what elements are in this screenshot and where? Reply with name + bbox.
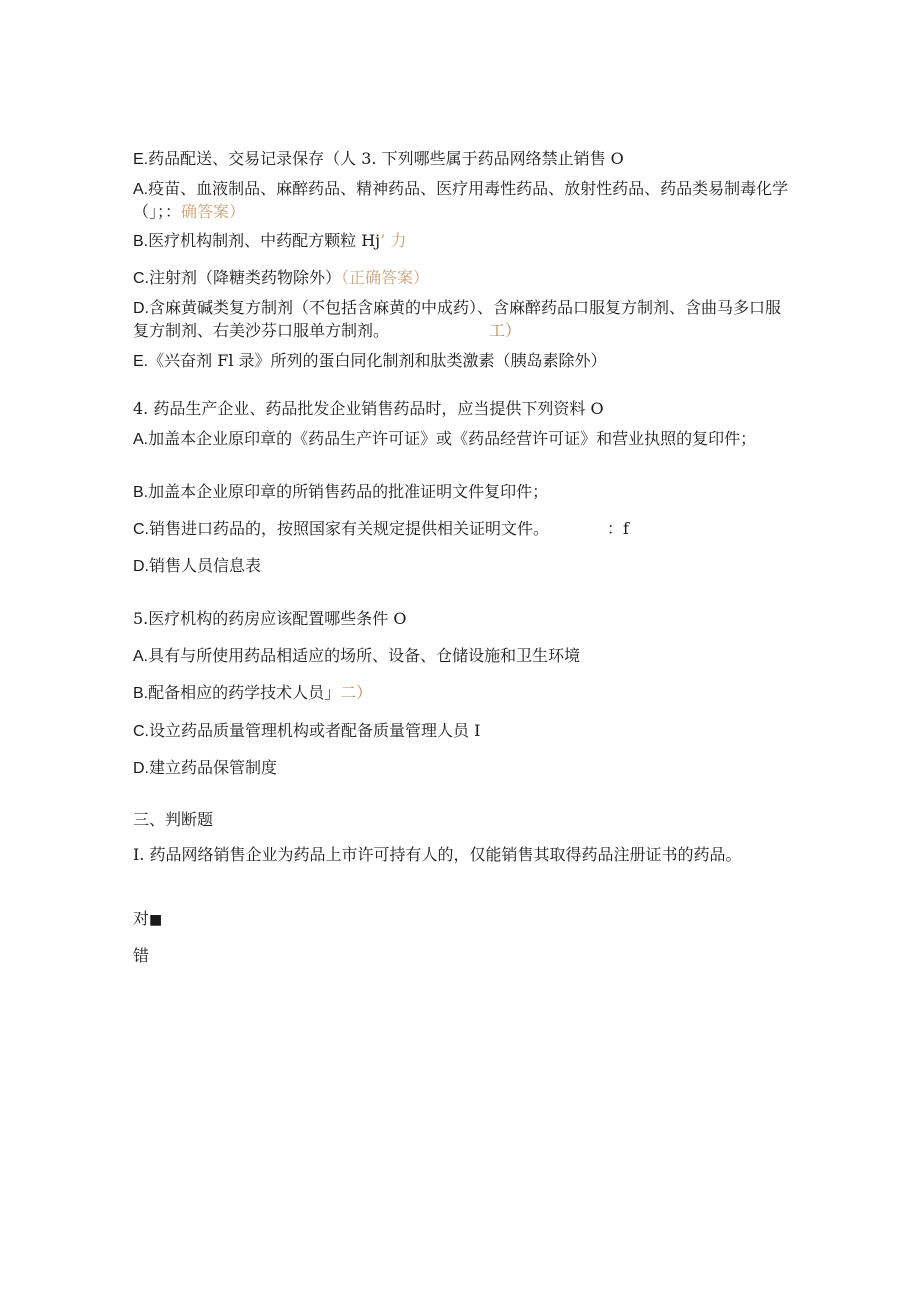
- option-marker: A.: [133, 431, 149, 448]
- judgment-question-1: I. 药品网络销售企业为药品上市许可持有人的，仅能销售其取得药品注册证书的药品。: [133, 845, 742, 864]
- option-true-label: 对: [133, 909, 150, 928]
- option-text: 加盖本企业原印章的《药品生产许可证》或《药品经营许可证》和营业执照的复印件；: [148, 429, 757, 448]
- option-text: 具有与所使用药品相适应的场所、设备、仓储设施和卫生环境: [148, 646, 581, 665]
- option-marker: B.: [133, 484, 149, 501]
- q3-option-e: [133, 350, 793, 373]
- option-false[interactable]: [133, 945, 793, 967]
- option-marker: D.: [133, 300, 149, 317]
- option-marker: C.: [133, 521, 149, 538]
- option-marker: B.: [133, 685, 149, 702]
- q4-option-d: [133, 555, 793, 578]
- option-text: 销售人员信息表: [149, 556, 262, 575]
- q4-title: 4. 药品生产企业、药品批发企业销售药品时，应当提供下列资料 O: [133, 399, 604, 418]
- q4-option-b: [133, 481, 793, 504]
- option-text: 设立药品质量管理机构或者配备质量管理人员 I: [149, 721, 481, 740]
- option-text: 销售进口药品的，按照国家有关规定提供相关证明文件。: [149, 519, 542, 538]
- stray-mark: ：f: [607, 519, 629, 538]
- q2-option-e: [133, 148, 793, 171]
- answer-mark: （正确答案）: [341, 268, 430, 287]
- selected-square-icon: ■: [149, 912, 163, 928]
- option-text: 注射剂（降糖类药物除外）: [149, 268, 342, 287]
- option-text: 含麻黄碱类复方制剂（不包括含麻黄的中成药）、含麻醉药品口服复方制剂、含曲马多口服复方制剂、右美沙芬口服单方制剂。: [133, 298, 782, 340]
- answer-mark: 确答案）: [181, 202, 246, 221]
- option-text: 医疗机构制剂、中药配方颗粒 Hj: [148, 231, 381, 250]
- option-marker: A.: [133, 181, 149, 198]
- option-text: 加盖本企业原印章的所销售药品的批准证明文件复印件；: [148, 482, 549, 501]
- option-marker: E.: [133, 151, 149, 168]
- q5-option-b: [133, 682, 793, 705]
- option-text: 建立药品保管制度: [149, 758, 278, 777]
- q3-option-d: [133, 297, 793, 342]
- option-text: 配备相应的药学技术人员」: [148, 683, 341, 702]
- option-marker: B.: [133, 233, 149, 250]
- q5-title: 5.医疗机构的药房应该配置哪些条件 O: [133, 609, 407, 628]
- section-heading: 三、判断题: [133, 810, 214, 829]
- option-marker: E.: [133, 353, 149, 370]
- option-marker: D.: [133, 760, 149, 777]
- answer-mark: 二）: [340, 683, 373, 702]
- q4-option-a: [133, 428, 793, 451]
- option-text: 《兴奋剂 Fl 录》所列的蛋白同化制剂和肽类激素（胰岛素除外）: [148, 351, 607, 370]
- option-marker: C.: [133, 723, 149, 740]
- answer-mark: ’ 力: [380, 231, 407, 250]
- option-text: 疫苗、血液制品、麻醉药品、精神药品、医疗用毒性药品、放射性药品、药品类易制毒化学（」；：: [133, 179, 789, 221]
- q5-option-d: [133, 757, 793, 780]
- option-marker: C.: [133, 270, 149, 287]
- q5-option-a: [133, 645, 793, 668]
- option-text: 药品配送、交易记录保存（人 3. 下列哪些属于药品网络禁止销售 O: [148, 149, 624, 168]
- q4-option-c: [133, 518, 793, 541]
- q3-option-b: [133, 230, 793, 253]
- answer-mark: 工）: [489, 321, 522, 340]
- option-true[interactable]: [133, 908, 793, 931]
- option-marker: A.: [133, 648, 149, 665]
- q3-option-c: [133, 267, 793, 290]
- q3-option-a: [133, 178, 793, 223]
- option-marker: D.: [133, 558, 149, 575]
- q5-option-c: [133, 720, 793, 743]
- option-false-label: 错: [133, 946, 150, 965]
